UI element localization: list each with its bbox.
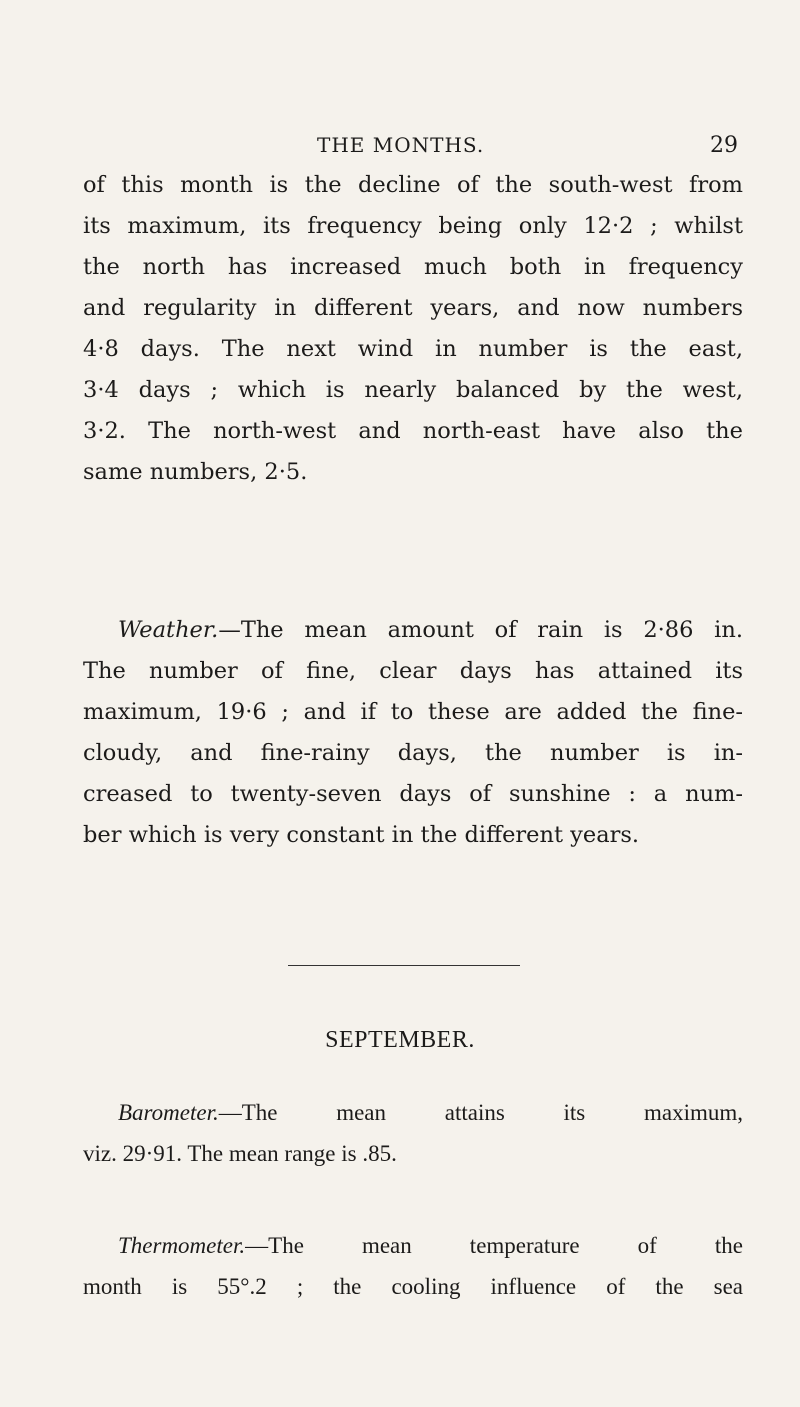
- text-line: 4·8 days. The next wind in number is the east,: [83, 336, 743, 362]
- paragraph-thermometer: [83, 1225, 743, 1307]
- text-line: 3·2. The north-west and north-east have also the: [83, 418, 743, 444]
- text-line: the north has increased much both in frequency: [83, 254, 743, 280]
- page-number: 29: [710, 133, 738, 158]
- paragraph-wind: [83, 165, 743, 493]
- text-line: creased to twenty-seven days of sunshine : a num-: [83, 781, 743, 807]
- text-line: [83, 1092, 743, 1133]
- text-line: [83, 610, 743, 651]
- text-line: cloudy, and fine-rainy days, the number is in-: [83, 740, 743, 766]
- text-line: and regularity in different years, and now numbers: [83, 295, 743, 321]
- text-line: its maximum, its frequency being only 12·2 ; whilst: [83, 213, 743, 239]
- text-line: maximum, 19·6 ; and if to these are added the fine-: [83, 699, 743, 725]
- text-line: The number of fine, clear days has attained its: [83, 658, 743, 684]
- running-head: THE MONTHS.: [317, 133, 485, 157]
- text-line: month is 55°.2 ; the cooling influence of the sea: [83, 1274, 743, 1299]
- text-line: same numbers, 2·5.: [83, 459, 308, 485]
- page-header: [0, 133, 800, 163]
- text-line: ber which is very constant in the different years.: [83, 822, 640, 848]
- text-line: 3·4 days ; which is nearly balanced by the west,: [83, 377, 743, 403]
- text-line: viz. 29·91. The mean range is .85.: [83, 1141, 397, 1166]
- thermometer-heading: Thermometer.: [118, 1233, 246, 1258]
- thermometer-line-text: —The mean temperature of the: [245, 1233, 743, 1258]
- text-line: [83, 1225, 743, 1266]
- text-line: of this month is the decline of the south-west from: [83, 172, 743, 198]
- weather-heading: Weather.: [118, 617, 219, 643]
- barometer-heading: Barometer.: [118, 1100, 219, 1125]
- paragraph-weather: [83, 610, 743, 856]
- weather-line-text: —The mean amount of rain is 2·86 in.: [218, 617, 743, 643]
- paragraph-barometer: [83, 1092, 743, 1174]
- barometer-line-text: —The mean attains its maximum,: [218, 1100, 743, 1125]
- section-divider: [288, 965, 520, 966]
- section-title-september: SEPTEMBER.: [325, 1027, 475, 1053]
